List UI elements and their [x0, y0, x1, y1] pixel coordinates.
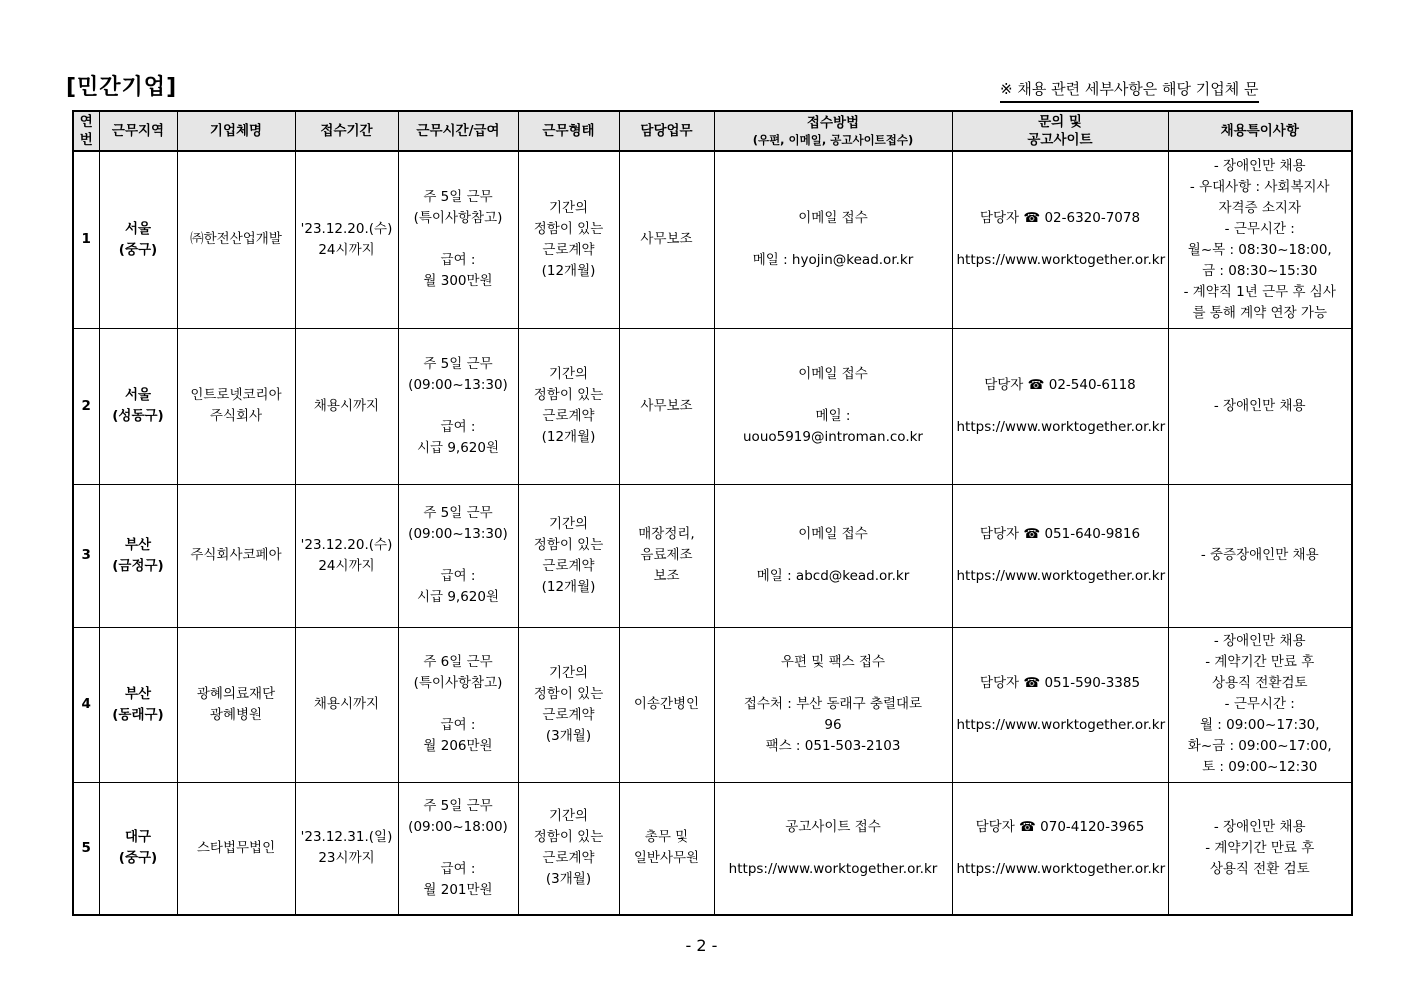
header-method: 접수방법 (우편, 이메일, 공고사이트접수): [714, 111, 952, 151]
note-line: 토 : 09:00~12:30: [1202, 759, 1318, 775]
row-number: 4: [73, 627, 99, 782]
note-line: 상용직 전환 검토: [1209, 860, 1310, 877]
note-line: 월~목 : 08:30~18:00,: [1187, 241, 1332, 258]
hours-and-pay: 주 5일 근무 (09:00~13:30) 급여 : 시급 9,620원: [398, 484, 518, 627]
employment-type: 기간의 정함이 있는 근로계약 (3개월): [518, 627, 619, 782]
duty: 이송간병인: [619, 627, 714, 782]
header-duty: 담당업무: [619, 111, 714, 151]
note-line: - 우대사항 : 사회복지사: [1189, 178, 1330, 195]
duty: 사무보조: [619, 328, 714, 484]
row-number: 5: [73, 782, 99, 915]
contact-info: 담당자 ☎ 051-590-3385 https://www.worktogether.or.kr: [952, 627, 1168, 782]
special-notes: [1168, 328, 1352, 484]
special-notes: [1168, 484, 1352, 627]
note-line: - 장애인만 채용: [1213, 818, 1306, 835]
hours-and-pay: 주 6일 근무 (특이사항참고) 급여 : 월 206만원: [398, 627, 518, 782]
application-method: 우편 및 팩스 접수 접수처 : 부산 동래구 충렬대로 96 팩스 : 051-503-2103: [714, 627, 952, 782]
table-row: [73, 484, 1352, 627]
work-region: 서울 (성동구): [99, 328, 177, 484]
hours-and-pay: 주 5일 근무 (09:00~18:00) 급여 : 월 201만원: [398, 782, 518, 915]
row-number: 1: [73, 151, 99, 328]
header-type: 근무형태: [518, 111, 619, 151]
note-line: 를 통해 계약 연장 가능: [1192, 304, 1328, 321]
row-number: 2: [73, 328, 99, 484]
application-period: '23.12.20.(수) 24시까지: [295, 484, 398, 627]
header-row: [73, 111, 1352, 151]
application-period: 채용시까지: [295, 328, 398, 484]
row-number: 3: [73, 484, 99, 627]
contact-info: 담당자 ☎ 02-540-6118 https://www.worktogether.or.kr: [952, 328, 1168, 484]
table-row: [73, 328, 1352, 484]
employment-type: 기간의 정함이 있는 근로계약 (12개월): [518, 151, 619, 328]
company-name: 인트로넷코리아 주식회사: [177, 328, 295, 484]
application-period: 채용시까지: [295, 627, 398, 782]
header-notes: 채용특이사항: [1168, 111, 1352, 151]
duty: 사무보조: [619, 151, 714, 328]
jobs-table: [72, 110, 1353, 916]
application-period: '23.12.20.(수) 24시까지: [295, 151, 398, 328]
special-notes: [1168, 151, 1352, 328]
contact-info: 담당자 ☎ 051-640-9816 https://www.worktogether.or.kr: [952, 484, 1168, 627]
note-line: - 계약기간 만료 후: [1205, 839, 1315, 856]
duty: 총무 및 일반사무원: [619, 782, 714, 915]
company-name: ㈜한전산업개발: [177, 151, 295, 328]
header-period: 접수기간: [295, 111, 398, 151]
work-region: 부산 (동래구): [99, 627, 177, 782]
note-line: 월 : 09:00~17:30,: [1199, 717, 1320, 733]
note-line: - 중증장애인만 채용: [1200, 547, 1319, 563]
note-line: 금 : 08:30~15:30: [1202, 262, 1318, 279]
company-name: 주식회사코페아: [177, 484, 295, 627]
hours-and-pay: 주 5일 근무 (09:00~13:30) 급여 : 시급 9,620원: [398, 328, 518, 484]
application-method: 공고사이트 접수 https://www.worktogether.or.kr: [714, 782, 952, 915]
work-region: 대구 (중구): [99, 782, 177, 915]
table-row: [73, 627, 1352, 782]
hours-and-pay: 주 5일 근무 (특이사항참고) 급여 : 월 300만원: [398, 151, 518, 328]
note-line: - 근무시간 :: [1224, 696, 1295, 712]
note-line: - 장애인만 채용: [1213, 157, 1306, 174]
contact-info: 담당자 ☎ 02-6320-7078 https://www.worktogether.or.kr: [952, 151, 1168, 328]
employment-type: 기간의 정함이 있는 근로계약 (12개월): [518, 328, 619, 484]
note-line: 자격증 소지자: [1218, 199, 1302, 216]
header-contact: 문의 및 공고사이트: [952, 111, 1168, 151]
page-title: [민간기업]: [66, 75, 178, 100]
application-period: '23.12.31.(일) 23시까지: [295, 782, 398, 915]
special-notes: [1168, 782, 1352, 915]
notice-text: ※ 채용 관련 세부사항은 해당 기업체 문: [1000, 78, 1259, 103]
application-method: 이메일 접수 메일 : uouo5919@introman.co.kr: [714, 328, 952, 484]
note-line: - 근무시간 :: [1224, 220, 1295, 237]
application-method: 이메일 접수 메일 : hyojin@kead.or.kr: [714, 151, 952, 328]
table-row: [73, 782, 1352, 915]
header-num: 연 번: [73, 111, 99, 151]
work-region: 서울 (중구): [99, 151, 177, 328]
application-method: 이메일 접수 메일 : abcd@kead.or.kr: [714, 484, 952, 627]
special-notes: [1168, 627, 1352, 782]
header-company: 기업체명: [177, 111, 295, 151]
duty: 매장정리, 음료제조 보조: [619, 484, 714, 627]
note-line: - 장애인만 채용: [1213, 397, 1306, 414]
employment-type: 기간의 정함이 있는 근로계약 (12개월): [518, 484, 619, 627]
note-line: - 계약직 1년 근무 후 심사: [1183, 283, 1336, 300]
note-line: - 장애인만 채용: [1213, 633, 1306, 649]
header-hours-pay: 근무시간/급여: [398, 111, 518, 151]
employment-type: 기간의 정함이 있는 근로계약 (3개월): [518, 782, 619, 915]
company-name: 광혜의료재단 광혜병원: [177, 627, 295, 782]
header-region: 근무지역: [99, 111, 177, 151]
note-line: - 계약기간 만료 후: [1205, 654, 1315, 670]
page-number: - 2 -: [685, 936, 718, 955]
contact-info: 담당자 ☎ 070-4120-3965 https://www.worktogether.or.kr: [952, 782, 1168, 915]
company-name: 스타법무법인: [177, 782, 295, 915]
table-row: [73, 151, 1352, 328]
note-line: 화~금 : 09:00~17:00,: [1187, 738, 1332, 754]
note-line: 상용직 전환검토: [1211, 675, 1308, 691]
work-region: 부산 (금정구): [99, 484, 177, 627]
